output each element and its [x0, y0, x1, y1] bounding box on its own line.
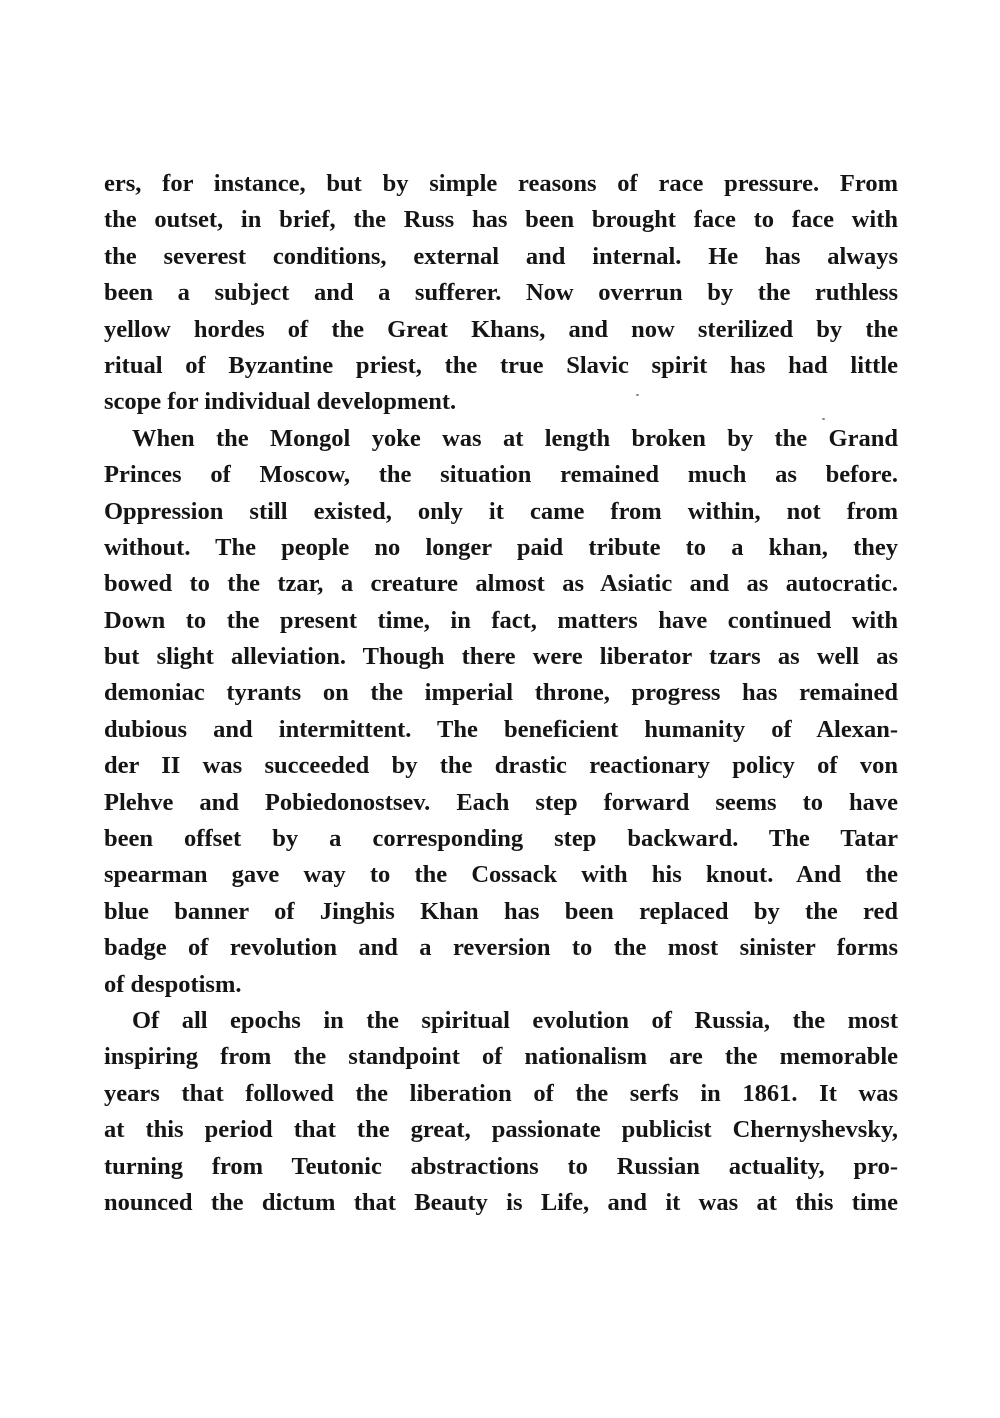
text-line: Princes of Moscow, the situation remained much as before.: [104, 461, 898, 489]
text-line: but slight alleviation. Though there were liberator tzars as well as: [104, 643, 898, 671]
text-line: at this period that the great, passionate publicist Chernyshevsky,: [104, 1116, 898, 1144]
text-line: been a subject and a sufferer. Now overrun by the ruthless: [104, 279, 898, 307]
print-speck: [636, 394, 639, 396]
text-line: badge of revolution and a reversion to the most sinister forms: [104, 934, 898, 962]
text-line: inspiring from the standpoint of nationalism are the memorable: [104, 1043, 898, 1071]
text-line: of despotism.: [104, 970, 242, 998]
text-line: bowed to the tzar, a creature almost as Asiatic and as autocratic.: [104, 570, 898, 598]
text-line: demoniac tyrants on the imperial throne, progress has remained: [104, 679, 898, 707]
text-line: turning from Teutonic abstractions to Russian actuality, pro-: [104, 1152, 898, 1180]
text-line: der II was succeeded by the drastic reactionary policy of von: [104, 752, 898, 780]
text-line: blue banner of Jinghis Khan has been replaced by the red: [104, 897, 898, 925]
text-line: spearman gave way to the Cossack with his knout. And the: [104, 861, 898, 889]
paragraph-2: [104, 421, 898, 1003]
text-line: years that followed the liberation of the serfs in 1861. It was: [104, 1079, 898, 1107]
paragraph-3: [104, 1003, 898, 1221]
text-line: Oppression still existed, only it came from within, not from: [104, 497, 898, 525]
text-line: When the Mongol yoke was at length broken by the Grand: [132, 424, 898, 452]
text-line: the severest conditions, external and internal. He has always: [104, 242, 898, 270]
text-line: dubious and intermittent. The beneficient humanity of Alexan-: [104, 715, 898, 743]
text-line: nounced the dictum that Beauty is Life, and it was at this time: [104, 1188, 898, 1216]
text-line: Of all epochs in the spiritual evolution of Russia, the most: [132, 1006, 898, 1034]
text-line: scope for individual development.: [104, 388, 457, 416]
text-line: Down to the present time, in fact, matters have continued with: [104, 606, 898, 634]
paragraph-1: [104, 166, 898, 421]
text-line: without. The people no longer paid tribute to a khan, they: [104, 533, 898, 561]
text-line: ritual of Byzantine priest, the true Slavic spirit has had little: [104, 351, 898, 379]
text-line: ers, for instance, but by simple reasons of race pressure. From: [104, 170, 898, 197]
text-line: yellow hordes of the Great Khans, and now sterilized by the: [104, 315, 898, 343]
text-line: Plehve and Pobiedonostsev. Each step forward seems to have: [104, 788, 898, 816]
text-line: the outset, in brief, the Russ has been brought face to face with: [104, 206, 898, 234]
text-line: been offset by a corresponding step backward. The Tatar: [104, 825, 898, 853]
print-speck: [822, 418, 825, 420]
body-text: [104, 166, 898, 1221]
